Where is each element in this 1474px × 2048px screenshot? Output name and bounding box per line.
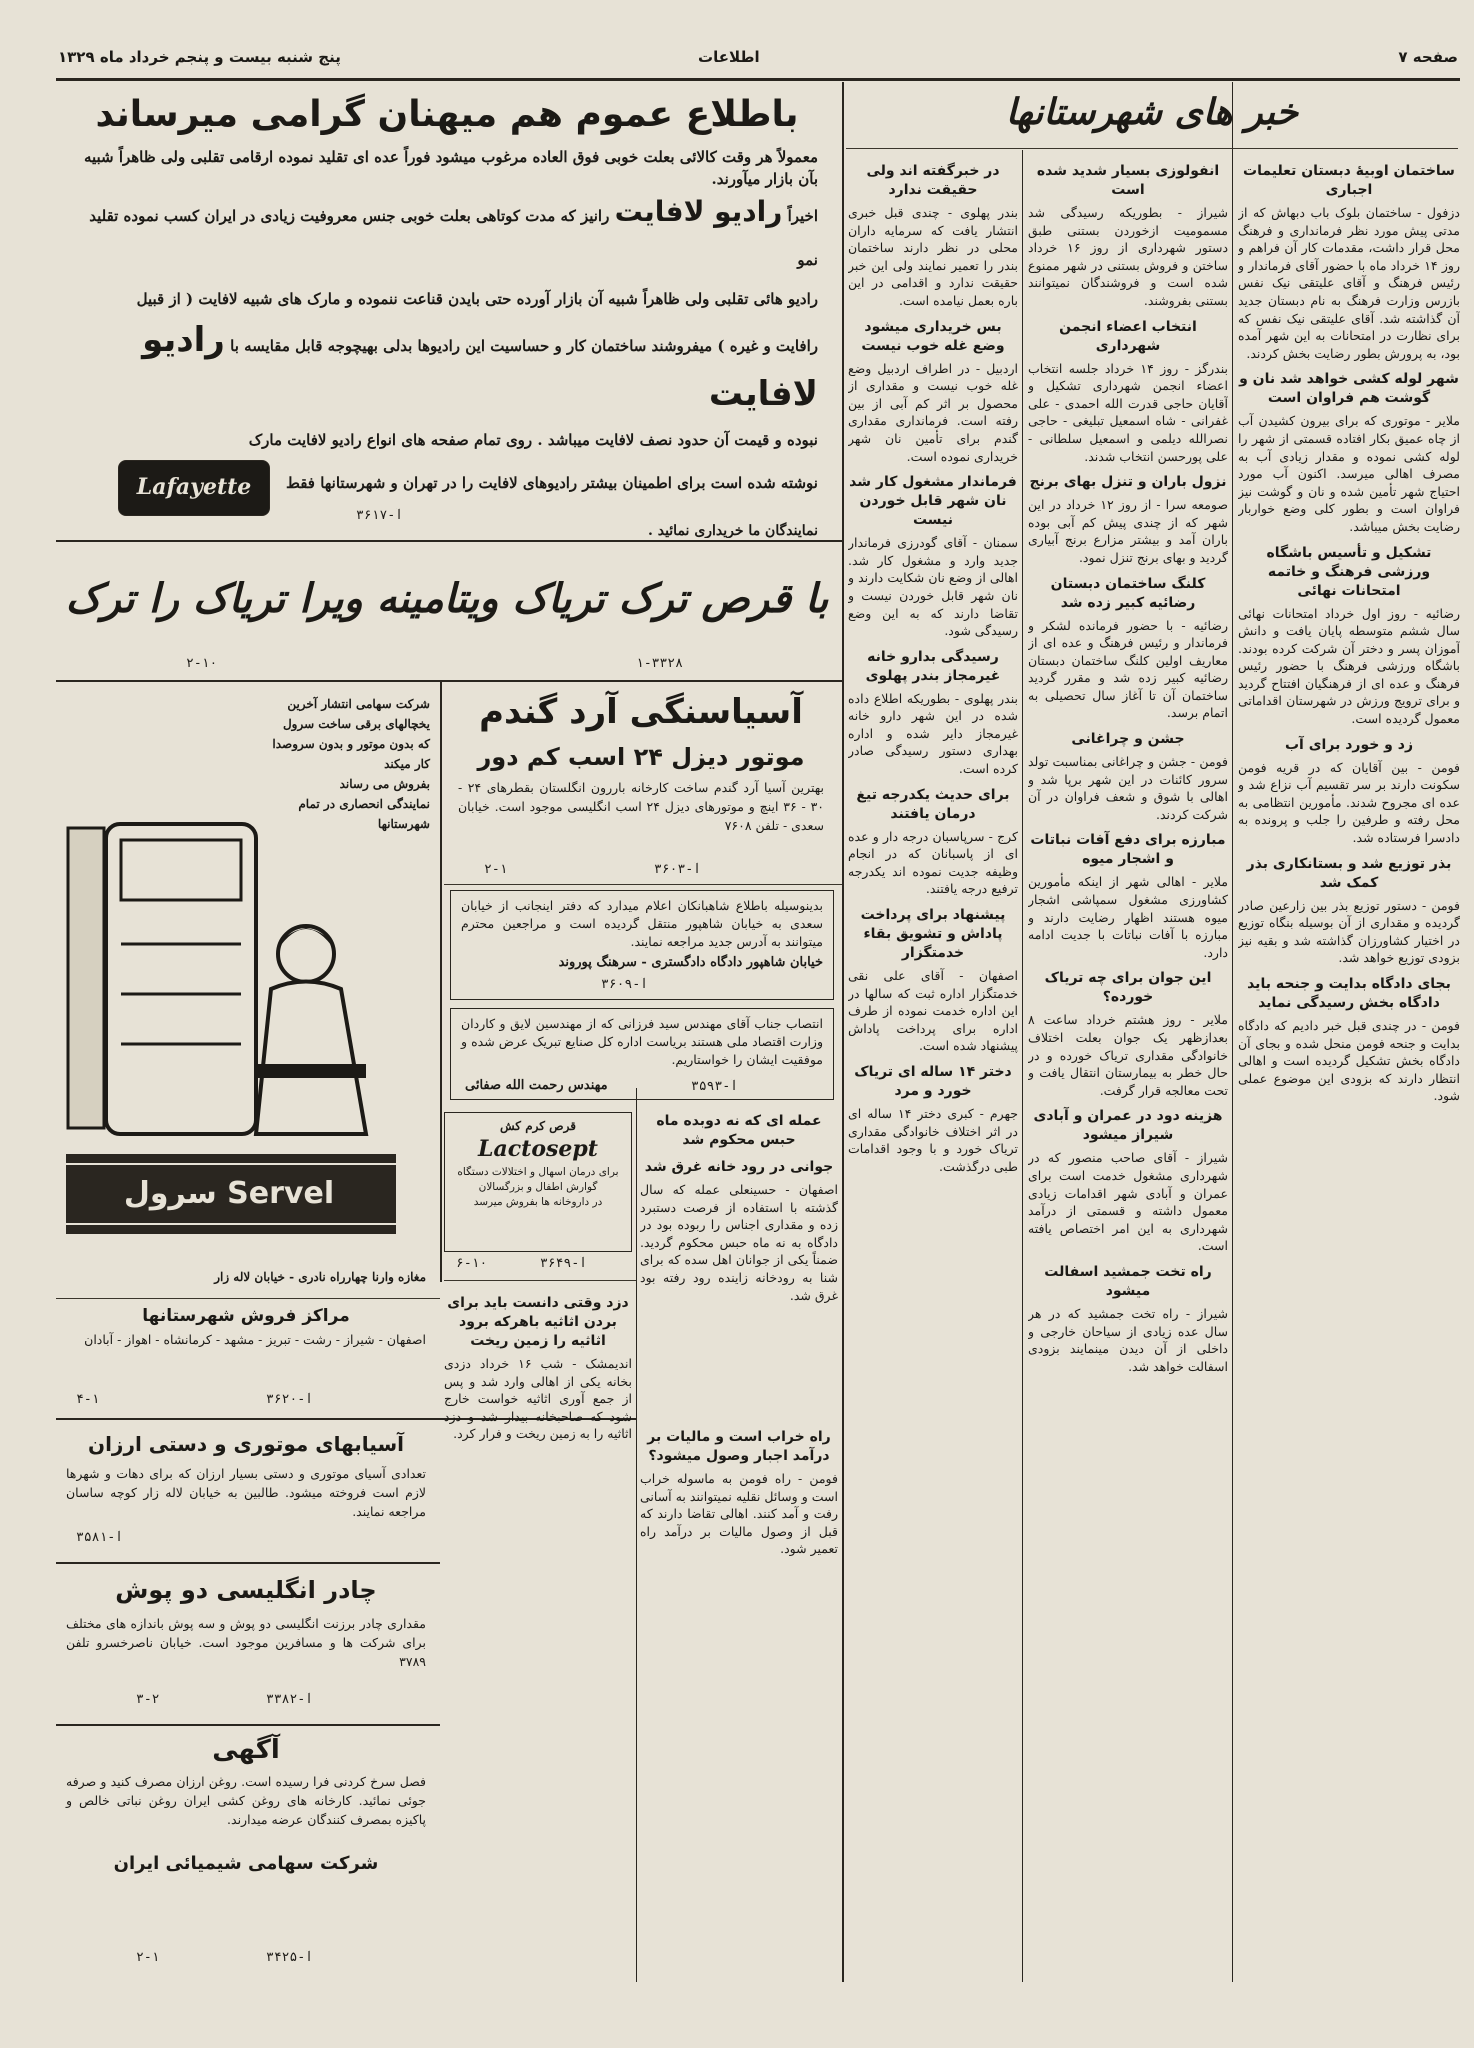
lafayette-logo-text: Lafayette: [136, 474, 252, 500]
ad-code: آ-۳۵۸۱: [76, 1530, 123, 1545]
ad-rule: [56, 680, 842, 682]
lafayette-text: رافایت و غیره ) میفروشند ساختمان کار و حساسیت این رادیوها بدلی بهیچوجه قابل مقایسه با: [230, 337, 818, 355]
lactosept-ad: [444, 1112, 632, 1252]
servel-line: یخچالهای برقی ساخت سرول: [282, 717, 430, 731]
office-text: بدینوسیله باطلاع شاهبانکان اعلام میدارد که دفتر اینجانب از خیابان سعدی به خیابان شاهپور منتقل گردیده است و مراجعین محترم میتوانند به آدرس جدید مراجعه نمایند.: [461, 898, 823, 949]
ad-code: ۴-۱: [76, 1392, 100, 1407]
news-heading: تشکیل و تأسیس باشگاه ورزشی فرهنگ و خاتمه امتحانات نهائی: [1266, 544, 1432, 599]
mill-ad: [444, 684, 838, 884]
news-heading: بس خریداری میشود وضع غله خوب نیست: [861, 318, 1005, 354]
column-2: [1028, 154, 1228, 1980]
ad-code: آ-۳۶۲۰: [266, 1392, 313, 1407]
notice-ad: [56, 1728, 436, 1978]
news-text: فومن - راه فومن به ماسوله خراب است و وسائل نقلیه نمیتوانند به آسانی رفت و آمد کنند. اهالی تقاضا دارند که قبل از وصول مالیات بر درآمد راه تعمیر شود.: [640, 1471, 838, 1557]
news-text: فومن - در چندی قبل خبر دادیم که دادگاه بدایت و جنحه فومن منحل شده و بجای آن دادگاه بخش تشکیل گردیده است و اهالی انتظار دارند که بزودی این موضوع عملی شود.: [1238, 1018, 1460, 1104]
news-item: [1238, 544, 1460, 728]
news-heading: انفولوزی بسیار شدید شده است: [1036, 163, 1220, 198]
news-text: اردبیل - در اطراف اردبیل وضع غله خوب نیست و مقداری از محصول بر اثر کم آبی از بین رفته است. فرمانداری مقداری گندم برای تأمین نان شهر خریداری نموده است.: [848, 360, 1018, 464]
news-item: [1238, 736, 1460, 847]
news-item: [1028, 473, 1228, 566]
column-3: [848, 154, 1018, 1980]
news-text: ملایر - اهالی شهر از اینکه مأمورین کشاورزی مشغول سمپاشی اشجار میوه هستند اظهار رضایت دارند و مبارزه با آفات نباتات با جدیت ادامه دارد.: [1028, 874, 1228, 960]
ad-code: ۳-۲: [136, 1692, 160, 1707]
news-heading: جوانی در رود خانه غرق شد: [644, 1159, 834, 1175]
issue-date: پنج شنبه بیست و پنجم خرداد ماه ۱۳۲۹: [58, 48, 341, 66]
title-rule: [846, 148, 1458, 149]
newspaper-name: اطلاعات: [698, 48, 760, 66]
servel-center-title: مراکز فروش شهرستانها: [142, 1306, 350, 1326]
news-text: فومن - بین آقایان که در قریه فومن سکونت دارند بر سر تقسیم آب نزاع شد و عده ای مجروح شدند. مأمورین انتظامی به محل رفته و طرفین را جلب و پرونده به دادسرا فرستاده شد.: [1238, 759, 1460, 846]
news-text: بندر پهلوی - بطوریکه اطلاع داده شده در این شهر دارو خانه غیرمجاز دایر شده و اداره بهداری دستور رسیدگی صادر کرده است.: [848, 690, 1018, 777]
ad-rule: [56, 1562, 440, 1564]
news-heading: زد و خورد برای آب: [1284, 736, 1414, 753]
ad-code: آ-۳۶۴۹: [540, 1256, 587, 1271]
ad-rule: [444, 1280, 636, 1281]
news-text: شیراز - راه تخت جمشید که در هر سال عده زیادی از سیاحان خارجی و داخلی از آن دیدن مینمایند بزودی اسفالت خواهد شد.: [1028, 1305, 1228, 1374]
news-text: فومن - جشن و چراغانی بمناسبت تولد سرور کائنات در این شهر برپا شد و اهالی با شوق و شعف فراوان در آن شرکت کردند.: [1028, 754, 1228, 822]
news-item: [848, 162, 1018, 310]
lafayette-ad: [56, 84, 838, 538]
news-heading: نزول باران و تنزل بهای برنج: [1029, 474, 1227, 491]
lafayette-line: [56, 316, 838, 424]
news-heading: راه تخت جمشید اسفالت میشود: [1044, 1263, 1212, 1299]
engineer-name: مهندس رحمت الله صفائی: [465, 1078, 608, 1093]
news-text: ملایر - روز هشتم خرداد ساعت ۸ بعدازظهر یک جوان بعلت اختلاف خانوادگی مقداری تریاک خورده و در حال خطر به بیمارستان انتقال یافت و تحت معالجه قرار گرفت.: [1028, 1012, 1228, 1098]
chador-text: مقداری چادر برزنت انگلیسی دو پوش و سه پوش باندازه های مختلف برای شرکت ها و مسافرین موجود است. خیابان ناصرخسرو تلفن ۳۷۸۹: [66, 1616, 426, 1669]
office-ad: [450, 890, 834, 1000]
column-rule: [440, 682, 442, 1282]
news-heading: فرماندار مشغول کار شد نان شهر قابل خوردن نیست: [849, 474, 1017, 529]
ad-code: آ-۳۶۰۳: [654, 862, 701, 877]
news-item: [1028, 575, 1228, 723]
woman-body: [256, 982, 366, 1135]
ad-code: ۱-۳۳۲۸: [636, 656, 683, 671]
news-text: اندیمشک - شب ۱۶ خرداد دزدی بخانه یکی از اهالی وارد شد و پس از جمع آوری اثاثیه خواست خارج شود که صاحبخانه بیدار شد و دزد اثاثیه را به زمین ریخت و فرار کرد.: [444, 1356, 632, 1442]
lafayette-logo: [118, 460, 270, 516]
news-heading: ساختمان اوبیهٔ دبستان تعلیمات اجباری: [1243, 163, 1455, 198]
ad-rule: [56, 540, 842, 542]
column-rule: [842, 82, 844, 1982]
mill-title: آسیاسنگی آرد گندم: [479, 692, 803, 732]
news-heading: انتخاب اعضاء انجمن شهرداری: [1059, 318, 1197, 354]
news-heading: پیشنهاد برای پرداخت پاداش و تشویق بقاء خدمتگزار: [860, 907, 1006, 962]
lafayette-headline: باطلاع عموم هم میهنان گرامی میرساند: [95, 94, 799, 135]
news-text: جهرم - کبری دختر ۱۴ ساله ای در اثر اختلاف خانوادگی مقداری تریاک خورد و با وجود اقدامات طبی درگذشت.: [848, 1106, 1018, 1174]
news-text: بندرگز - روز ۱۴ خرداد جلسه انتخاب اعضاء انجمن شهرداری تشکیل و آقایان حاجی قدرت الله احمدی - علی غفرانی - شاه اسمعیل تبلیغی - حاجی نصرالله دیلمی و اسمعیل سلطانی - علی پورحسن انتخاب شدند.: [1028, 360, 1228, 464]
column-rule: [1232, 82, 1233, 1982]
news-text: اصفهان - آقای علی نقی خدمتگزار اداره ثبت که سالها در این اداره خدمت نموده از طرف اداره برای پرداخت پاداش پیشنهاد شده است.: [848, 968, 1018, 1054]
news-text: سمنان - آقای گودرزی فرماندار جدید وارد و مشغول کار شد. اهالی از وضع نان شکایت دارند و نان شهر قابل خوردن نیست و تقاضا دارند که به این وضع رسیدگی شود.: [848, 535, 1018, 639]
news-heading: برای حدیث یکدرجه تیغ درمان یافتند: [856, 786, 1010, 822]
mill-text: بهترین آسیا آرد گندم ساخت کارخانه باررون انگلستان بقطرهای ۲۴ - ۳۰ - ۳۶ اینچ و موتورهای دیزل ۲۴ اسب انگلیسی موجود است. خیابان سعدی - تلفن ۷۶۰۸: [458, 780, 825, 833]
news-item: [848, 473, 1018, 640]
servel-centers: [56, 1302, 436, 1414]
lactosept-brand: Lactosept: [478, 1136, 598, 1162]
section-title: [846, 84, 1458, 144]
ad-rule: [56, 1298, 440, 1299]
lafayette-text: اخیراً: [787, 207, 818, 225]
news-item: [1238, 370, 1460, 535]
news-heading: جشن و چراغانی: [1071, 731, 1185, 748]
notice-title: آگهی: [212, 1735, 280, 1765]
news-heading: هزینه دود در عمران و آبادی شیراز میشود: [1033, 1108, 1223, 1144]
chador-title: چادر انگلیسی دو پوش: [115, 1576, 377, 1604]
news-item: [1028, 162, 1228, 310]
servel-brand: [86, 1176, 386, 1211]
lafayette-line5: نبوده و قیمت آن حدود نصف لافایت میباشد . روی تمام صفحه های انواع رادیو لافایت مارک: [248, 431, 818, 449]
news-item: [1028, 831, 1228, 961]
lactosept-line3: در داروخانه ها بفروش میرسد: [473, 1196, 603, 1208]
ad-code: ۲-۱: [136, 1950, 160, 1965]
news-item: [1028, 1107, 1228, 1255]
woman-head: [278, 926, 334, 982]
news-text: رضائیه - روز اول خرداد امتحانات نهائی سال ششم متوسطه پایان یافت و دانش آموزان پسر و دختر آن شرکت کرده بودند. باشگاه ورزشی فرهنگ با حضور رئیس فرهنگ و عده ای از فرهنگیان افتتاح گردید و برای ترویج ورزش در شهرستان اقداماتی معمول گردیده است.: [1238, 605, 1460, 727]
lafayette-line: [56, 190, 838, 282]
lafayette-line6: نوشته شده است برای اطمینان بیشتر رادیوهای لافایت را در تهران و شهرستانها فقط: [285, 474, 818, 492]
news-heading: رسیدگی بدارو خانه غیرمجاز بندر پهلوی: [865, 648, 1001, 684]
news-heading: مبارزه برای دفع آفات نباتات و اشجار میوه: [1030, 832, 1226, 868]
header-rule: [56, 78, 1460, 81]
mills-title: آسیابهای موتوری و دستی ارزان: [88, 1432, 404, 1456]
news-text: فومن - دستور توزیع بذر بین زارعین صادر گردیده و مقداری از آن بوسیله بنگاه توزیع در اختیار کشاورزان گذاشته شد و بقیه نیز بزودی توزیع خواهد شد.: [1238, 897, 1460, 966]
news-heading: دختر ۱۴ ساله ای تریاک خورد و مرد: [854, 1064, 1012, 1099]
news-text: اصفهان - حسینعلی عمله که سال گذشته با استفاده از فرصت دستبرد زده و مقداری اجناس را ربوده بود در دادگاه به نه ماه حبس محکوم گردید. ضمناً یکی از جوانان اهل سده که برای شنا به رودخانه زاینده رود رفته بود غرق شد.: [640, 1182, 838, 1303]
lafayette-brand: رادیو لافایت: [142, 320, 818, 414]
lactosept-line1: قرص کرم کش: [500, 1119, 576, 1133]
fridge-door: [68, 828, 104, 1128]
servel-line: بفروش می رساند: [339, 777, 430, 791]
mills-ad: [56, 1424, 436, 1554]
servel-cities: اصفهان - شیراز - رشت - تبریز - مشهد - کرمانشاه - اهواز - آبادان: [84, 1332, 426, 1347]
notice-company: شرکت سهامی شیمیائی ایران: [113, 1853, 379, 1874]
mills-text: تعدادی آسیای موتوری و دستی بسیار ارزان که برای دهات و شهرها لازم است فروخته میشود. طالبین به خیابان لاله زار کوچه ساسان مراجعه نمایند.: [66, 1466, 426, 1519]
news-item: [1238, 162, 1460, 362]
news-heading: بذر توزیع شد و بستانکاری بذر کمک شد: [1246, 855, 1452, 891]
lafayette-intro: معمولاً هر وقت کالائی بعلت خوبی فوق العاده مرغوب میشود فوراً عده ای تقلید نموده ارقامی تقلبی ولی ظاهراً شبیه بآن بازار میآورند.: [83, 148, 818, 188]
news-item: [1238, 855, 1460, 967]
news-heading: عمله ای که نه دوبده ماه حبس محکوم شد: [656, 1113, 822, 1148]
office-name: خیابان شاهپور دادگاه دادگستری - سرهنگ پوروند: [558, 955, 823, 970]
news-heading: بجای دادگاه بدایت و جنحه باید دادگاه بخش رسیدگی نماید: [1247, 976, 1451, 1011]
column-rule: [636, 1088, 637, 1982]
news-text: رضائیه - با حضور فرمانده لشکر و فرماندار و رئیس فرهنگ و عده ای از معاریف اولین کلنگ ساختمان دبستان رضائیه کبیر زده شد و مقرر گردید ساختمان آن تا آغاز سال تحصیلی به اتمام برسد.: [1028, 617, 1228, 721]
news-text: شیراز - بطوریکه رسیدگی شد مسمومیت ازخوردن بستنی طبق دستور شهرداری از روز ۱۶ خرداد ساختن و فروش بستنی در شهر ممنوع شده است و فروشندگان نمیتوانند بستنی بفروشند.: [1028, 205, 1228, 308]
servel-line: که بدون موتور و بدون سروصدا کار میکند: [272, 737, 430, 771]
news-heading: این جوان برای چه تریاک خورده؟: [1044, 970, 1212, 1006]
servel-ad: [56, 684, 436, 1324]
ad-code: آ-۳۵۹۳: [691, 1079, 738, 1094]
news-item: [1238, 975, 1460, 1105]
news-item: [848, 318, 1018, 466]
section-title-text: خبر های شهرستانها: [1005, 92, 1299, 133]
news-item: [848, 906, 1018, 1055]
news-item: [848, 1063, 1018, 1175]
news-text: کرج - سرپاسبان درجه دار و عده ای از پاسبانان که در انجام وظیفه جدیت نموده اند یکدرجه ترفیع درجه یافتند.: [848, 828, 1018, 897]
news-item: [1028, 1263, 1228, 1375]
servel-line: شرکت سهامی انتشار آخرین: [287, 697, 430, 711]
news-item: [1028, 318, 1228, 466]
fridge-body: [106, 824, 256, 1134]
news-road: [640, 1420, 838, 1980]
ad-code: ۲-۱۰: [186, 656, 218, 671]
servel-brand-fa: سرول: [123, 1176, 217, 1211]
opium-headline: با قرص ترک تریاک ویتامینه ویرا تریاک را ترک: [65, 576, 829, 622]
ad-rule: [444, 884, 842, 885]
column-rule: [1022, 150, 1023, 1982]
ad-code: ۶-۱۰: [456, 1256, 488, 1271]
news-item: [1028, 730, 1228, 823]
ad-code: آ-۳۶۱۷: [356, 508, 403, 523]
ad-code: ۲-۱: [484, 862, 508, 877]
servel-brand-en: Servel: [227, 1176, 335, 1211]
news-text: بندر پهلوی - چندی قبل خبری انتشار یافت که سرمایه داران محلی در نظر دارند ساختمان بندر را تعمیر نمایند ولی این خبر حقیقت ندارد و اقدامی در این باره بعمل نیامده است.: [848, 205, 1018, 308]
news-heading: در خبرگفته اند ولی حقیقت ندارد: [866, 163, 1000, 198]
news-heading: شهر لوله کشی خواهد شد نان و گوشت هم فراوان است: [1239, 371, 1459, 407]
column-1: [1238, 154, 1460, 1980]
news-robber: [640, 1104, 838, 1304]
news-text: صومعه سرا - از روز ۱۲ خرداد در این شهر که از چندی پیش کم آبی بوده باران آمد و بیشتر مزارع برنج آبیاری گردید و بهای برنج تنزل نمود.: [1028, 497, 1228, 565]
engineer-ad: [450, 1008, 834, 1100]
chador-ad: [56, 1566, 436, 1716]
news-text: شیراز - آقای صاحب منصور که در شهرداری مشغول خدمت است برای عمران و آبادی شهر اقدامات زیادی معمول داشته و قسمتی از درآمد شهرداری به این امر اختصاص یافته است.: [1028, 1150, 1228, 1254]
lafayette-line3: رادیو هائی تقلبی ولی ظاهراً شبیه آن بازار آورده حتی بایدن قناعت ننموده و مارک های شبیه لافایت ( از قبیل: [136, 290, 818, 308]
news-item: [1028, 969, 1228, 1099]
lafayette-line7: نمایندگان ما خریداری نمائید .: [647, 523, 818, 538]
lafayette-brand: رادیو لافایت: [614, 195, 783, 228]
news-heading: راه خراب است و مالیات بر درآمد اجبار وصول میشود؟: [647, 1429, 831, 1464]
page-header: [58, 44, 1458, 74]
lafayette-text: رانیز که مدت کوتاهی بعلت خوبی جنس معروفیت زیادی در ایران کسب نموده تقلید نمو: [89, 207, 818, 269]
opium-ad: [56, 544, 838, 676]
ad-code: آ-۳۴۲۵: [266, 1950, 313, 1965]
serving-tray: [256, 1064, 366, 1078]
ad-code: آ-۳۳۸۲: [266, 1692, 313, 1707]
lactosept-line2: برای درمان اسهال و اختلالات دستگاه گوارش اطفال و بزرگسالان: [457, 1166, 619, 1193]
servel-stores: مغازه وارنا چهارراه نادری - خیابان لاله زار: [214, 1270, 426, 1284]
mill-subtitle: موتور دیزل ۲۴ اسب کم دور: [477, 743, 805, 771]
ad-rule: [56, 1724, 440, 1726]
lafayette-row: [56, 456, 838, 520]
engineer-text: انتصاب جناب آقای مهندس سید فرزانی که از مهندسین لایق و کاردان وزارت اقتصاد ملی هستند بریاست اداره کل صنایع تبریک عرض شده و موفقیت ایشان را خواستاریم.: [461, 1016, 823, 1067]
news-heading: دزد وقتی دانست باید برای بردن اثاثیه باهرکه برود اثاثیه را زمین ریخت: [447, 1295, 629, 1349]
notice-text: فصل سرخ کردنی فرا رسیده است. روغن ارزان مصرف کنید و صرفه جوئی نمائید. کارخانه های روغن کشی ایران روغن نباتی خالص و پاکیزه بمصرف کنندگان عرضه میدارند.: [66, 1774, 426, 1827]
news-heading: کلنگ ساختمان دبستان رضائیه کبیر زده شد: [1050, 575, 1206, 611]
news-text: دزفول - ساختمان بلوک باب دبهاش که از مدتی پیش مورد نظر فرمانداری و فرهنگ محل قرار داشت، مقدمات کار آن فراهم و روز ۱۴ خرداد ماه با حضور آقای فرماندار و رئیس فرهنگ و آقای علیتقی نیک نفس بازرس وزارت فرهنگ به نام دبستان جدید آن گذاشته شد. آقای علیتقی نیک نفس که برای نظارت در امتحانات به این شهر آمده بود، به پرورش بطور رضایت بخش کردند.: [1238, 205, 1460, 361]
news-text: ملایر - موتوری که برای بیرون کشیدن آب از چاه عمیق بکار افتاده قسمتی از شهر را لوله کشی نموده و مقدار زیادی آب به مصرف اهالی میرسد. اکنون آب مورد احتیاج شهر تأمین شده و نان و گوشت نیز فراوان است و بطور کلی وضع خواربار رضایت بخش میباشد.: [1238, 413, 1460, 534]
page-number: صفحه ۷: [1398, 48, 1458, 66]
news-thief: [444, 1286, 632, 1786]
news-item: [848, 648, 1018, 778]
servel-line: نمایندگی انحصاری در تمام شهرستانها: [298, 797, 430, 831]
ad-code: آ-۳۶۰۹: [601, 977, 648, 992]
news-item: [848, 786, 1018, 898]
